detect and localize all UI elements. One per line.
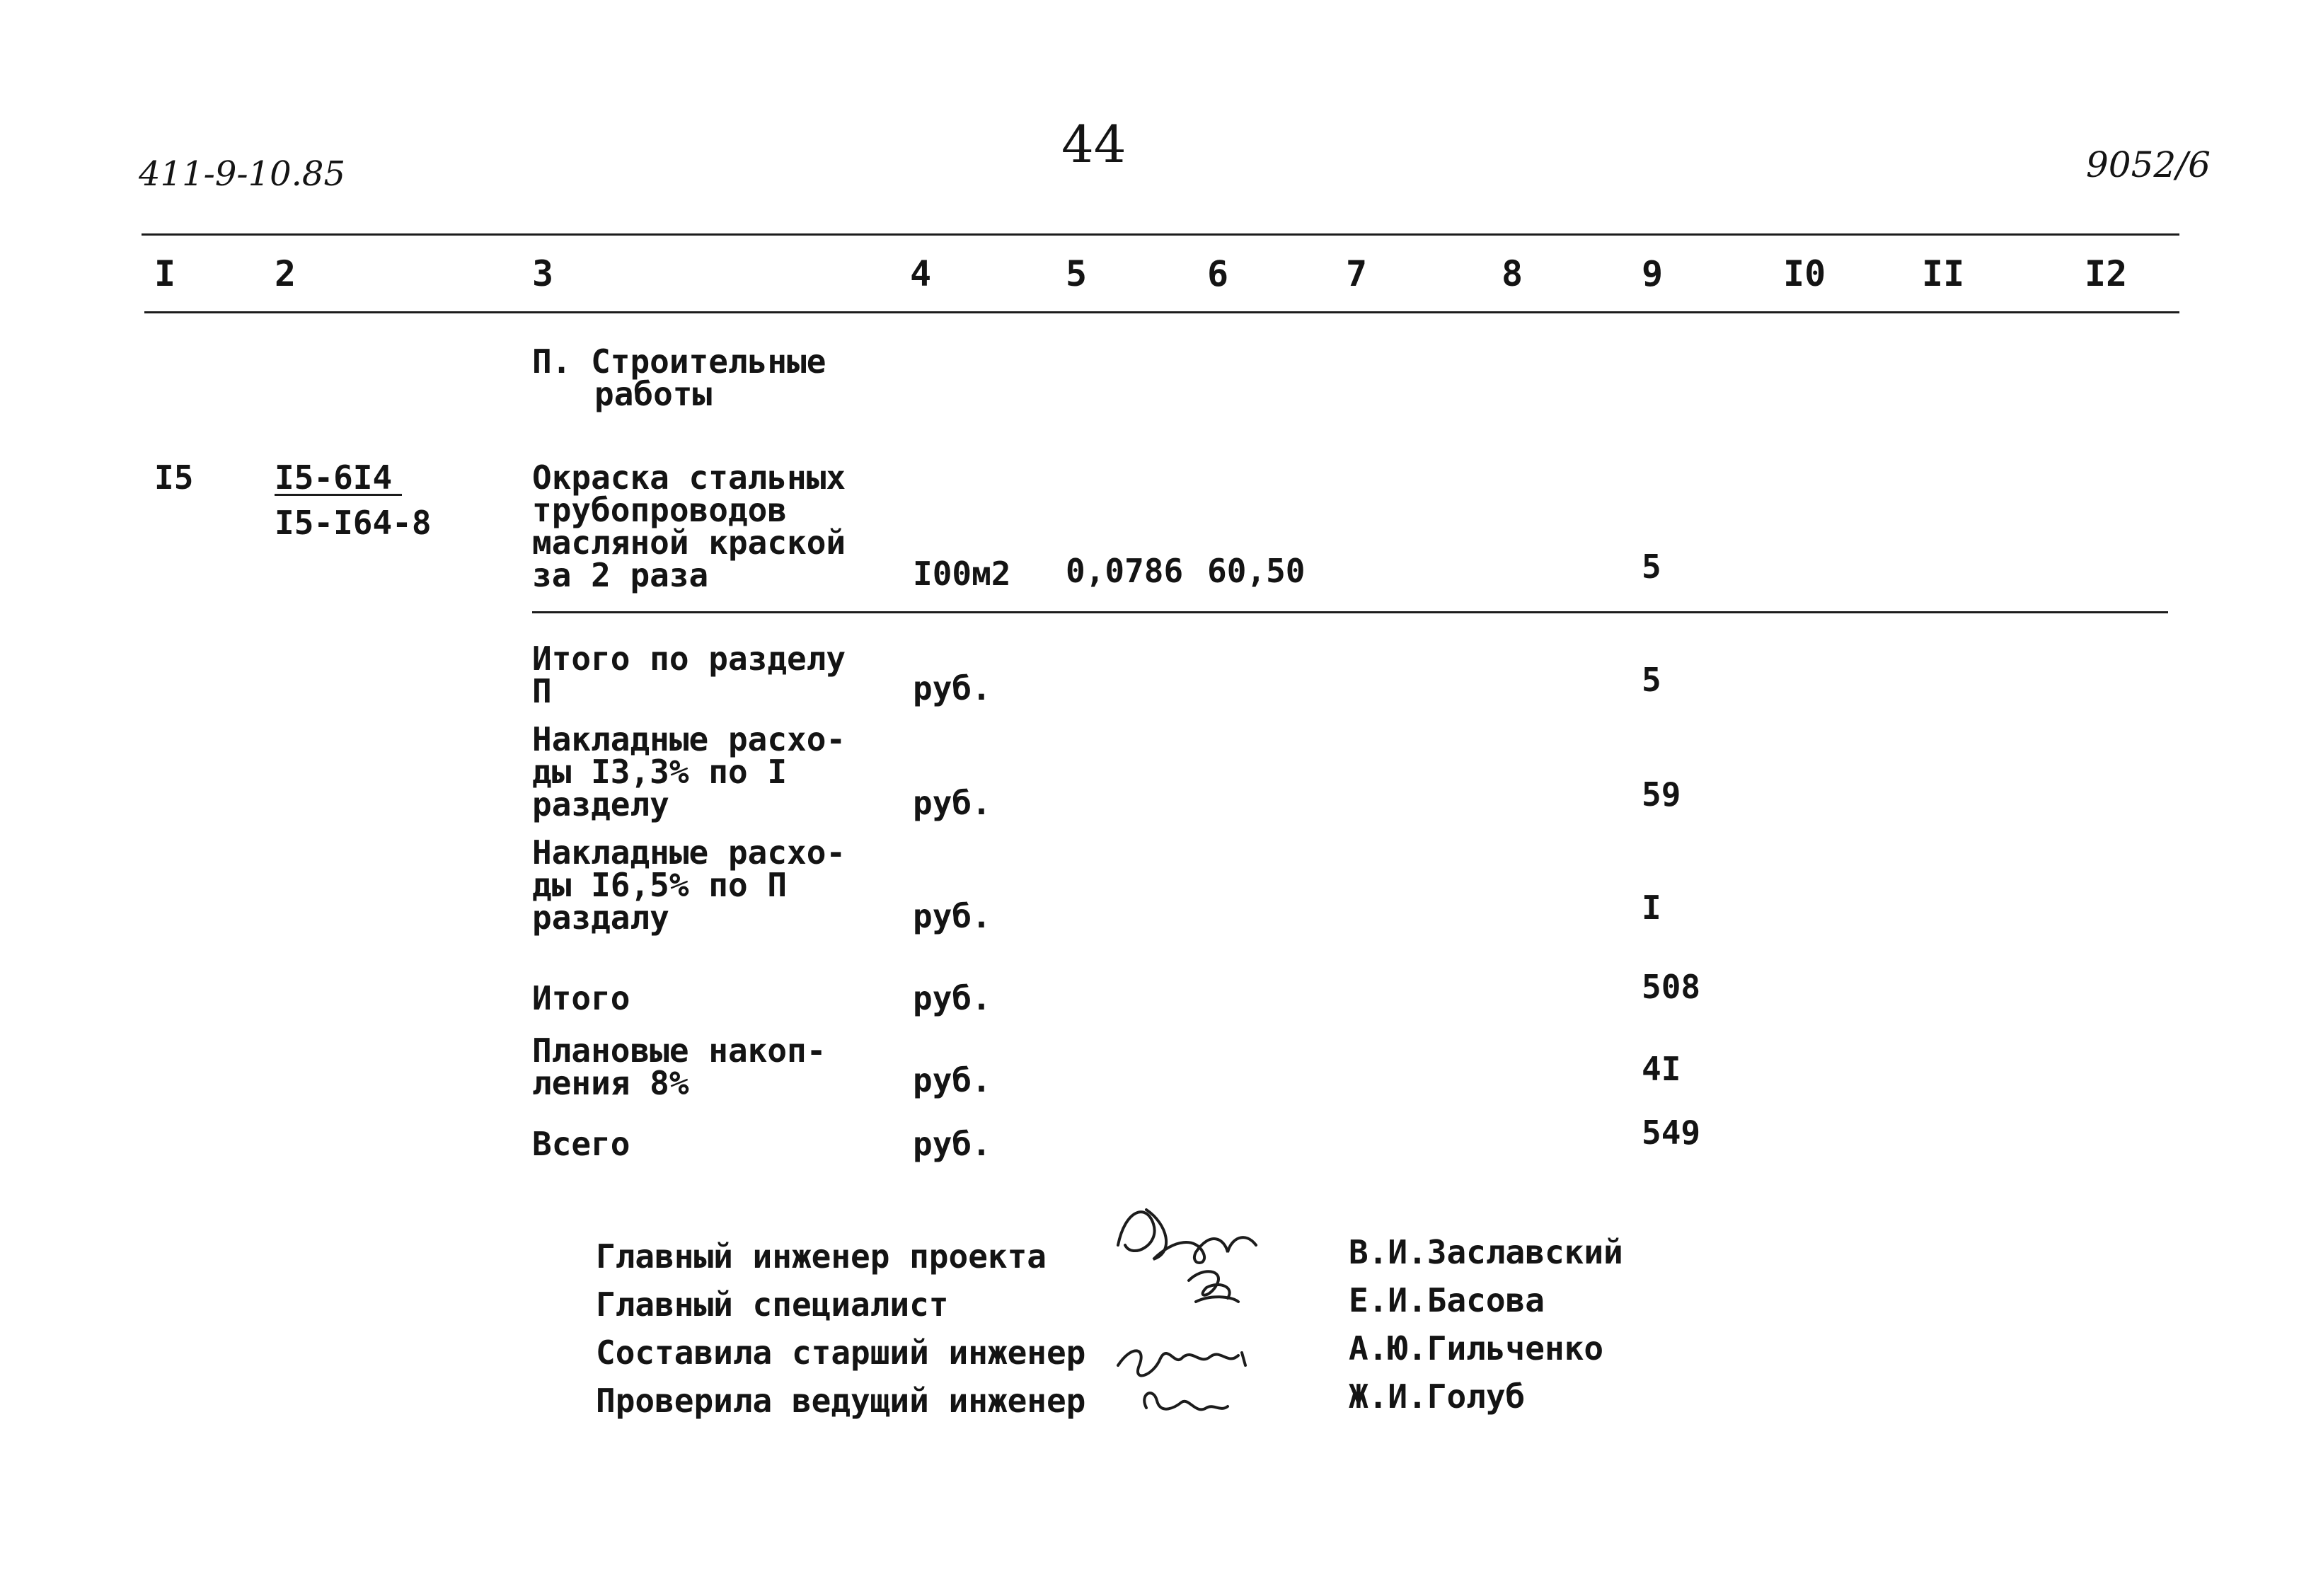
summary-unit-planned-savings: руб. [913,1061,991,1099]
column-header-1: I [154,253,176,294]
summary-unit-subtotal: руб. [913,979,991,1017]
summary-value-planned-savings: 4I [1642,1050,1681,1088]
item-rule [532,611,2168,613]
column-header-2: 2 [275,253,296,294]
item-quantity: 0,0786 [1066,552,1184,590]
signature-name-chief-specialist: Е.И.Басова [1349,1281,1545,1319]
summary-value-grand-total: 549 [1642,1114,1701,1152]
item-description: Окраска стальных трубопроводов масляной краской за 2 раза [532,458,846,594]
summary-label-overhead-2: Накладные расхо- ды I6,5% по П раздалу [532,833,846,937]
item-unit-price: 60,50 [1207,552,1306,590]
column-header-9: 9 [1642,253,1664,294]
summary-unit-overhead-2: руб. [913,897,991,935]
column-header-7: 7 [1346,253,1368,294]
handwritten-signatures [1104,1196,1316,1436]
summary-label-subtotal: Итого [532,979,630,1017]
column-header-3: 3 [532,253,554,294]
section-title: П. Строительные работы [532,342,826,413]
summary-value-overhead-2: I [1642,889,1661,927]
column-header-12: I2 [2085,253,2128,294]
item-code-secondary: I5-I64-8 [275,504,432,542]
item-total: 5 [1642,548,1661,586]
summary-label-planned-savings: Плановые накоп- ления 8% [532,1031,826,1102]
summary-value-overhead-1: 59 [1642,775,1681,814]
column-header-11: II [1922,253,1965,294]
signature-name-senior-engineer: А.Ю.Гильченко [1349,1329,1604,1367]
signature-name-lead-engineer: Ж.И.Голуб [1349,1377,1526,1416]
document-code: 411-9-10.85 [139,154,346,194]
summary-label-overhead-1: Накладные расхо- ды I3,3% по I разделу [532,720,846,823]
column-header-6: 6 [1207,253,1229,294]
column-header-4: 4 [910,253,932,294]
item-unit: I00м2 [913,555,1011,593]
signature-role-chief-engineer: Главный инженер проекта [596,1237,1047,1276]
signature-role-lead-engineer: Проверила ведущий инженер [596,1382,1086,1420]
summary-label-section-total: Итого по разделу П [532,640,846,710]
summary-label-grand-total: Всего [532,1125,630,1163]
summary-unit-grand-total: руб. [913,1125,991,1163]
column-header-10: I0 [1783,253,1826,294]
column-header-8: 8 [1502,253,1523,294]
summary-unit-section-total: руб. [913,669,991,707]
summary-value-section-total: 5 [1642,661,1661,699]
header-rule-top [142,233,2179,236]
signature-role-senior-engineer: Составила старший инженер [596,1334,1086,1372]
column-header-5: 5 [1066,253,1088,294]
summary-value-subtotal: 508 [1642,968,1701,1006]
summary-unit-overhead-1: руб. [913,784,991,822]
header-rule-bottom [144,311,2179,313]
page-number: 44 [1061,115,1127,174]
sheet-reference: 9052/6 [2086,144,2211,185]
signature-name-chief-engineer: В.И.Заславский [1349,1233,1623,1271]
item-number: I5 [154,458,194,497]
item-code-primary: I5-6I4 [275,461,402,496]
signature-role-chief-specialist: Главный специалист [596,1285,949,1324]
